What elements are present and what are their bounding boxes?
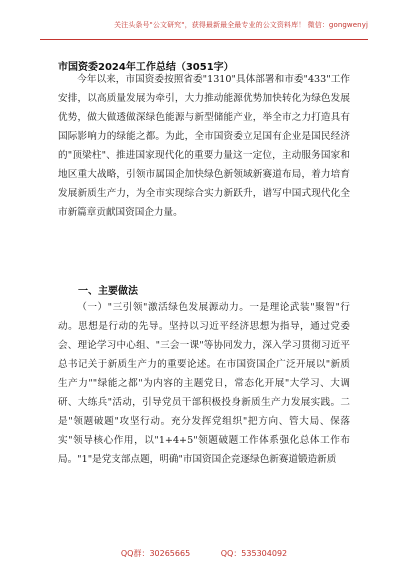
header-banner: 关注头条号"公文研究"，获得最新最全最专业的公文资料库！ 微信：gongwenyj xyxy=(114,21,368,29)
footer-qq: QQ：535304092 xyxy=(220,549,288,558)
footer-qq-group: QQ群：30265665 xyxy=(120,549,191,558)
section-heading: 一、主要做法 xyxy=(78,286,138,297)
header-divider xyxy=(40,39,368,40)
document-title: 市国资委2024年工作总结（3051字） xyxy=(58,62,234,73)
section-paragraph: （一）"三引领"激活绿色发展源动力。一是理论武装"聚智"行动。思想是行动的先导。坚持以习近平经济思想为指导，通过党委会、理论学习中心组、"三会一课"等协同发力，深入学习贯彻习近平总书记关于新质生产力的重要论述。在市国资国企广泛开展以"新质生产力""绿能之都"为内容的主题党日，常态化开展"大学习、大调研、大练兵"活动，引导党员干部积极投身新质生产力发展实践。二是"领题破题"攻坚行动。充分发挥党组织"把方向、管大局、保落实"领导核心作用，以"1+4+5"领题破题工作体系强化总体工作布局。"1"是党支部点题，明确"市国资国企竞逐绿色新赛道锻造新质 xyxy=(58,302,350,465)
intro-paragraph: 今年以来，市国资委按照省委"1310"具体部署和市委"433"工作安排，以高质量发展为牵引，大力推动能源优势加快转化为绿色发展优势，做大做透做深绿色能源与新型储能产业，举全市之力打造具有国际影响力的绿能之都。为此，全市国资委立足国有企业是国民经济的"顶梁柱"、推进国家现代化的重要力量这一定位，主动服务国家和地区重大战略，引领市属国企加快绿色新领域新赛道布局，着力培育发展新质生产力，为全市实现综合实力新跃升，谱写中国式现代化全市新篇章贡献国资国企力量。 xyxy=(58,74,350,218)
footer-contacts xyxy=(0,548,408,559)
